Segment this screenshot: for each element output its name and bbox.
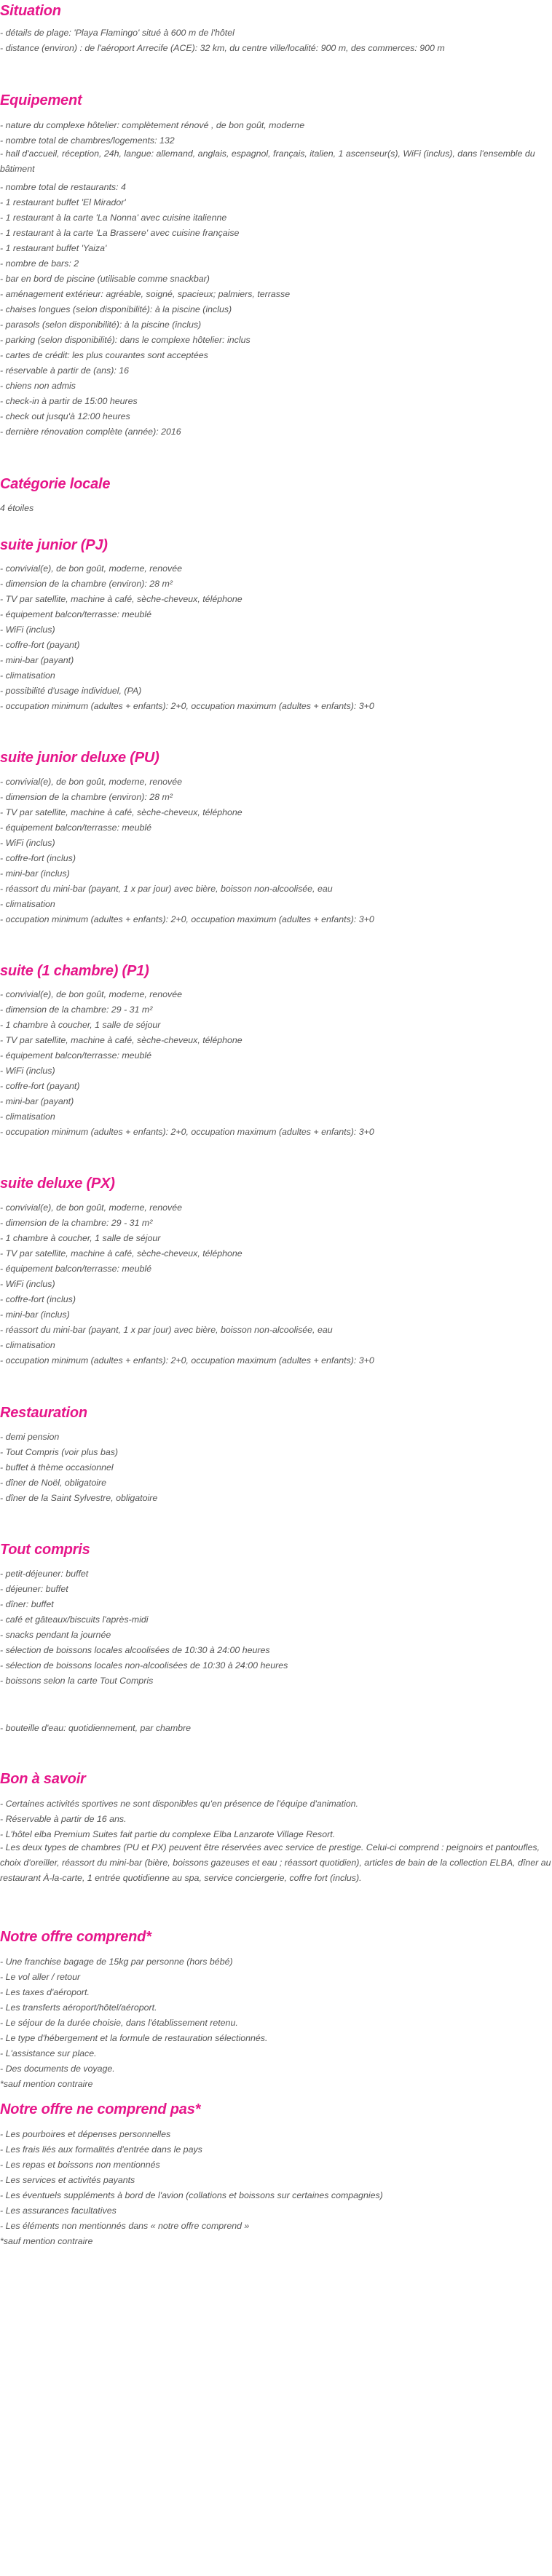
room-feature-line: - occupation minimum (adultes + enfants): 2+0, occupation maximum (adultes + enfants): 3+0 <box>0 1127 374 1137</box>
room-feature-line: - dimension de la chambre (environ): 28 m² <box>0 579 173 589</box>
equipement-line: - nombre total de chambres/logements: 132 <box>0 135 175 146</box>
bon-a-savoir-line: - Réservable à partir de 16 ans. <box>0 1814 127 1824</box>
offre-ne-comprend-pas-line: - Les éléments non mentionnés dans « notre offre comprend » <box>0 2221 250 2231</box>
restauration-line: - buffet à thème occasionnel <box>0 1462 114 1473</box>
section-title-tout-compris: Tout compris <box>0 1542 90 1558</box>
offre-ne-comprend-pas-footnote: *sauf mention contraire <box>0 2236 93 2246</box>
section-title-situation: Situation <box>0 3 61 19</box>
room-feature-line: - équipement balcon/terrasse: meublé <box>0 1050 152 1061</box>
restauration-line: - demi pension <box>0 1432 60 1442</box>
bon-a-savoir-line: - L'hôtel elba Premium Suites fait partie du complexe Elba Lanzarote Village Resort. <box>0 1829 336 1839</box>
room-feature-line: - possibilité d'usage individuel, (PA) <box>0 686 142 696</box>
equipement-line: - dernière rénovation complète (année): 2016 <box>0 427 181 437</box>
room-feature-line: - coffre-fort (payant) <box>0 640 80 650</box>
room-feature-line: - 1 chambre à coucher, 1 salle de séjour <box>0 1233 161 1243</box>
room-feature-line: - convivial(e), de bon goût, moderne, renovée <box>0 777 183 787</box>
room-feature-line: - occupation minimum (adultes + enfants): 2+0, occupation maximum (adultes + enfants): 3+0 <box>0 1355 374 1366</box>
room-feature-line: - occupation minimum (adultes + enfants): 2+0, occupation maximum (adultes + enfants): 3+0 <box>0 914 374 924</box>
section-title-suite-junior: suite junior (PJ) <box>0 537 108 553</box>
tout-compris-extra-line: - bouteille d'eau: quotidiennement, par chambre <box>0 1723 192 1733</box>
room-feature-line: - mini-bar (inclus) <box>0 1309 70 1320</box>
room-feature-line: - occupation minimum (adultes + enfants): 2+0, occupation maximum (adultes + enfants): 3+0 <box>0 701 374 711</box>
section-title-restauration: Restauration <box>0 1405 87 1421</box>
offre-comprend-line: - Le type d'hébergement et la formule de restauration sélectionnés. <box>0 2033 268 2043</box>
room-feature-line: - 1 chambre à coucher, 1 salle de séjour <box>0 1020 161 1030</box>
offre-comprend-line: - Des documents de voyage. <box>0 2064 115 2074</box>
room-feature-line: - TV par satellite, machine à café, sèche-cheveux, téléphone <box>0 807 243 817</box>
bon-a-savoir-line: - Certaines activités sportives ne sont disponibles qu'en présence de l'équipe d'animation. <box>0 1799 358 1809</box>
offre-ne-comprend-pas-line: - Les repas et boissons non mentionnés <box>0 2160 160 2170</box>
categorie-line: 4 étoiles <box>0 503 34 513</box>
room-feature-line: - mini-bar (payant) <box>0 655 74 665</box>
room-feature-line: - équipement balcon/terrasse: meublé <box>0 1264 152 1274</box>
room-feature-line: - convivial(e), de bon goût, moderne, renovée <box>0 563 183 574</box>
room-feature-line: - climatisation <box>0 899 55 909</box>
tout-compris-line: - sélection de boissons locales non-alcoolisées de 10:30 à 24:00 heures <box>0 1660 288 1671</box>
room-feature-line: - convivial(e), de bon goût, moderne, renovée <box>0 989 183 999</box>
section-title-offre-ne-comprend-pas: Notre offre ne comprend pas* <box>0 2101 201 2117</box>
equipement-line: - aménagement extérieur: agréable, soigné, spacieux; palmiers, terrasse <box>0 289 291 299</box>
offre-comprend-line: - Le vol aller / retour <box>0 1972 81 1982</box>
room-feature-line: - mini-bar (inclus) <box>0 868 70 879</box>
restauration-line: - dîner de Noël, obligatoire <box>0 1478 107 1488</box>
room-feature-line: - climatisation <box>0 1111 55 1122</box>
room-feature-line: - coffre-fort (inclus) <box>0 1294 76 1304</box>
room-feature-line: - équipement balcon/terrasse: meublé <box>0 823 152 833</box>
offre-comprend-footnote: *sauf mention contraire <box>0 2079 93 2089</box>
tout-compris-line: - snacks pendant la journée <box>0 1630 111 1640</box>
room-feature-line: - TV par satellite, machine à café, sèche-cheveux, téléphone <box>0 1035 243 1045</box>
room-feature-line: - dimension de la chambre: 29 - 31 m² <box>0 1004 153 1015</box>
section-title-suite-deluxe: suite deluxe (PX) <box>0 1176 115 1192</box>
room-feature-line: - réassort du mini-bar (payant, 1 x par jour) avec bière, boisson non-alcoolisée, eau <box>0 1325 333 1335</box>
room-feature-line: - WiFi (inclus) <box>0 1066 55 1076</box>
offre-comprend-line: - L'assistance sur place. <box>0 2048 97 2058</box>
room-feature-line: - mini-bar (payant) <box>0 1096 74 1106</box>
room-feature-line: - coffre-fort (inclus) <box>0 853 76 863</box>
tout-compris-line: - boissons selon la carte Tout Compris <box>0 1676 154 1686</box>
equipement-line: - nombre total de restaurants: 4 <box>0 182 126 192</box>
room-feature-line: - WiFi (inclus) <box>0 838 55 848</box>
section-title-offre-comprend: Notre offre comprend* <box>0 1929 151 1945</box>
equipement-line: - parasols (selon disponibilité): à la piscine (inclus) <box>0 320 202 330</box>
room-feature-line: - TV par satellite, machine à café, sèche-cheveux, téléphone <box>0 594 243 604</box>
equipement-line: - nombre de bars: 2 <box>0 258 79 269</box>
equipement-line: - nature du complexe hôtelier: complètement rénové , de bon goût, moderne <box>0 120 305 130</box>
bon-a-savoir-paragraph: - Les deux types de chambres (PU et PX) peuvent être réservées avec service de prestige. Celui-ci comprend : peignoirs et pantoufles, choix d'oreiller, réassort du mini-bar (bière, boissons gazeuses et eau ; réassort quotidien), articles de bain de la collection ELBA, dîner au restaurant À-la-carte, 1 entrée quotidienne au spa, service conciergerie, coffre fort (inclus). <box>0 1842 551 1883</box>
room-feature-line: - coffre-fort (payant) <box>0 1081 80 1091</box>
offre-comprend-line: - Les transferts aéroport/hôtel/aéroport. <box>0 2002 157 2013</box>
room-feature-line: - convivial(e), de bon goût, moderne, renovée <box>0 1202 183 1213</box>
offre-ne-comprend-pas-line: - Les pourboires et dépenses personnelles <box>0 2129 171 2139</box>
room-feature-line: - réassort du mini-bar (payant, 1 x par jour) avec bière, boisson non-alcoolisée, eau <box>0 884 333 894</box>
equipement-line: - réservable à partir de (ans): 16 <box>0 365 129 376</box>
equipement-line: - 1 restaurant buffet 'Yaiza' <box>0 243 107 253</box>
equipement-line: - check out jusqu'à 12:00 heures <box>0 411 130 421</box>
equipement-line: - hall d'accueil, réception, 24h, langue: allemand, anglais, espagnol, français, italien, 1 ascenseur(s), WiFi (inclus), dans l'ensemble du bâtiment <box>0 148 535 174</box>
room-feature-line: - TV par satellite, machine à café, sèche-cheveux, téléphone <box>0 1248 243 1259</box>
restauration-line: - Tout Compris (voir plus bas) <box>0 1447 119 1457</box>
offre-comprend-line: - Une franchise bagage de 15kg par personne (hors bébé) <box>0 1957 233 1967</box>
equipement-line: - chiens non admis <box>0 381 76 391</box>
room-feature-line: - WiFi (inclus) <box>0 1279 55 1289</box>
equipement-line: - chaises longues (selon disponibilité): à la piscine (inclus) <box>0 304 232 314</box>
restauration-line: - dîner de la Saint Sylvestre, obligatoire <box>0 1493 158 1503</box>
section-title-suite-1-chambre: suite (1 chambre) (P1) <box>0 963 149 979</box>
tout-compris-line: - café et gâteaux/biscuits l'après-midi <box>0 1614 149 1625</box>
situation-line: - détails de plage: 'Playa Flamingo' situé à 600 m de l'hôtel <box>0 28 234 38</box>
equipement-line: - bar en bord de piscine (utilisable comme snackbar) <box>0 274 210 284</box>
equipement-line: - 1 restaurant à la carte 'La Brassere' avec cuisine française <box>0 228 240 238</box>
room-feature-line: - climatisation <box>0 670 55 681</box>
offre-ne-comprend-pas-line: - Les frais liés aux formalités d'entrée dans le pays <box>0 2144 202 2155</box>
tout-compris-line: - déjeuner: buffet <box>0 1584 68 1594</box>
equipement-line: - check-in à partir de 15:00 heures <box>0 396 138 406</box>
tout-compris-line: - petit-déjeuner: buffet <box>0 1569 89 1579</box>
tout-compris-line: - sélection de boissons locales alcoolisées de 10:30 à 24:00 heures <box>0 1645 270 1655</box>
equipement-line: - parking (selon disponibilité): dans le complexe hôtelier: inclus <box>0 335 251 345</box>
offre-ne-comprend-pas-line: - Les éventuels suppléments à bord de l'avion (collations et boissons sur certaines compagnies) <box>0 2190 383 2200</box>
section-title-equipement: Equipement <box>0 92 82 108</box>
room-feature-line: - équipement balcon/terrasse: meublé <box>0 609 152 619</box>
room-feature-line: - dimension de la chambre: 29 - 31 m² <box>0 1218 153 1228</box>
equipement-line: - cartes de crédit: les plus courantes sont acceptées <box>0 350 208 360</box>
situation-line: - distance (environ) : de l'aéroport Arrecife (ACE): 32 km, du centre ville/localité: 900 m, des commerces: 900 m <box>0 43 445 53</box>
offre-comprend-line: - Les taxes d'aéroport. <box>0 1987 90 1997</box>
equipement-line: - 1 restaurant buffet 'El Mirador' <box>0 197 126 207</box>
room-feature-line: - WiFi (inclus) <box>0 625 55 635</box>
section-title-suite-junior-deluxe: suite junior deluxe (PU) <box>0 750 159 766</box>
offre-ne-comprend-pas-line: - Les services et activités payants <box>0 2175 135 2185</box>
offre-comprend-line: - Le séjour de la durée choisie, dans l'établissement retenu. <box>0 2018 238 2028</box>
section-title-bon-a-savoir: Bon à savoir <box>0 1771 86 1787</box>
room-feature-line: - dimension de la chambre (environ): 28 m² <box>0 792 173 802</box>
equipement-line: - 1 restaurant à la carte 'La Nonna' avec cuisine italienne <box>0 213 227 223</box>
room-feature-line: - climatisation <box>0 1340 55 1350</box>
section-title-categorie: Catégorie locale <box>0 476 111 492</box>
offre-ne-comprend-pas-line: - Les assurances facultatives <box>0 2206 117 2216</box>
tout-compris-line: - dîner: buffet <box>0 1599 54 1609</box>
